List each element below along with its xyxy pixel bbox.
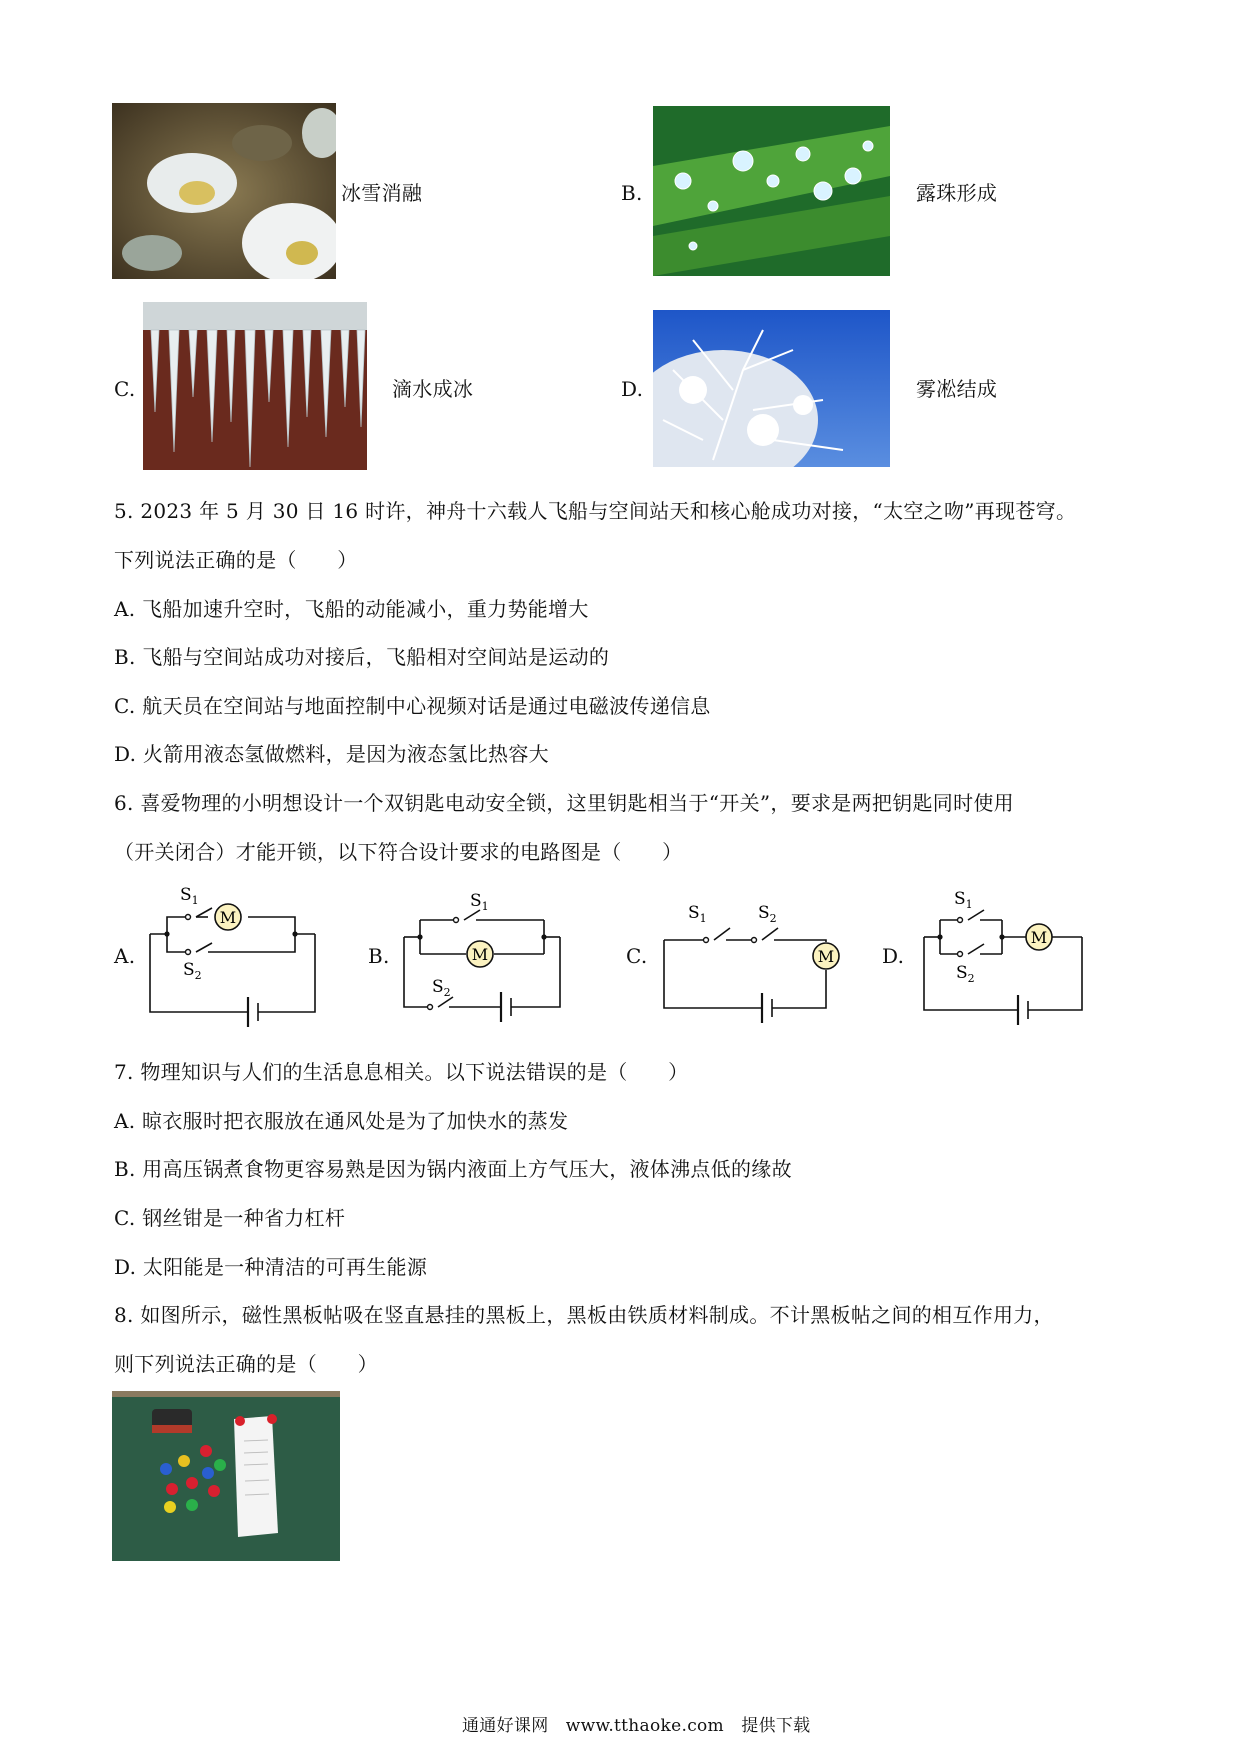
- q5-option-c: C. 航天员在空间站与地面控制中心视频对话是通过电磁波传递信息: [114, 694, 711, 718]
- circuit-d-s2-label: $S_2$: [956, 963, 975, 985]
- q4-caption-c: 滴水成冰: [392, 377, 474, 401]
- q4-letter-c: C.: [114, 377, 136, 401]
- photo-magnetic-blackboard: [112, 1391, 340, 1561]
- q5-stem-line2: 下列说法正确的是（ ）: [114, 548, 358, 572]
- circuit-c-motor-label: M: [817, 947, 835, 966]
- q4-caption-d: 雾凇结成: [916, 377, 998, 401]
- q7-option-d: D. 太阳能是一种清洁的可再生能源: [114, 1255, 428, 1279]
- circuit-a-motor-label: M: [219, 908, 237, 927]
- q7-option-b: B. 用高压锅煮食物更容易熟是因为锅内液面上方气压大，液体沸点低的缘故: [114, 1157, 792, 1181]
- q8-stem-line2: 则下列说法正确的是（ ）: [114, 1352, 378, 1376]
- photo-icicles: [143, 302, 367, 470]
- circuit-b-letter: B.: [368, 944, 390, 968]
- q4-caption-a: 冰雪消融: [341, 181, 423, 205]
- photo-rime: [653, 310, 890, 467]
- circuit-a-diagram: [140, 882, 325, 1030]
- q6-stem-line1: 6. 喜爱物理的小明想设计一个双钥匙电动安全锁，这里钥匙相当于“开关”，要求是两把钥匙同时使用: [114, 791, 1014, 815]
- circuit-b-s1-label: $S_1$: [470, 891, 489, 913]
- circuit-d-motor-label: M: [1030, 928, 1048, 947]
- q5-option-d: D. 火箭用液态氢做燃料，是因为液态氢比热容大: [114, 742, 549, 766]
- photo-ice-melting: [112, 103, 336, 279]
- circuit-c-diagram: [654, 882, 844, 1030]
- q5-option-a: A. 飞船加速升空时，飞船的动能减小，重力势能增大: [114, 597, 589, 621]
- footer-source: 通通好课网 www.tthaoke.com 提供下载: [462, 1716, 811, 1736]
- q5-stem-line1: 5. 2023 年 5 月 30 日 16 时许，神舟十六载人飞船与空间站天和核心舱成功对接，“太空之吻”再现苍穹。: [114, 499, 1077, 523]
- circuit-a-s2-label: $S_2$: [183, 960, 202, 982]
- q7-option-c: C. 钢丝钳是一种省力杠杆: [114, 1206, 346, 1230]
- q7-option-a: A. 晾衣服时把衣服放在通风处是为了加快水的蒸发: [114, 1109, 569, 1133]
- circuit-d-s1-label: $S_1$: [954, 889, 973, 911]
- circuit-c-letter: C.: [626, 944, 648, 968]
- circuit-a-letter: A.: [114, 944, 136, 968]
- q7-stem: 7. 物理知识与人们的生活息息相关。以下说法错误的是（ ）: [114, 1060, 689, 1084]
- circuit-b-s2-label: $S_2$: [432, 977, 451, 999]
- circuit-b-diagram: [396, 882, 576, 1030]
- circuit-c-s2-label: $S_2$: [758, 903, 777, 925]
- q4-letter-b: B.: [621, 181, 643, 205]
- q8-stem-line1: 8. 如图所示，磁性黑板帖吸在竖直悬挂的黑板上，黑板由铁质材料制成。不计黑板帖之间的相互作用力，: [114, 1303, 1054, 1327]
- q4-caption-b: 露珠形成: [916, 181, 998, 205]
- circuit-d-letter: D.: [882, 944, 905, 968]
- q4-letter-d: D.: [621, 377, 644, 401]
- circuit-a-s1-label: $S_1$: [180, 885, 199, 907]
- q5-option-b: B. 飞船与空间站成功对接后，飞船相对空间站是运动的: [114, 645, 610, 669]
- q6-stem-line2: （开关闭合）才能开锁，以下符合设计要求的电路图是（ ）: [114, 840, 683, 864]
- circuit-d-diagram: [910, 882, 1090, 1030]
- circuit-c-s1-label: $S_1$: [688, 903, 707, 925]
- photo-dew-drops: [653, 106, 890, 276]
- circuit-b-motor-label: M: [471, 945, 489, 964]
